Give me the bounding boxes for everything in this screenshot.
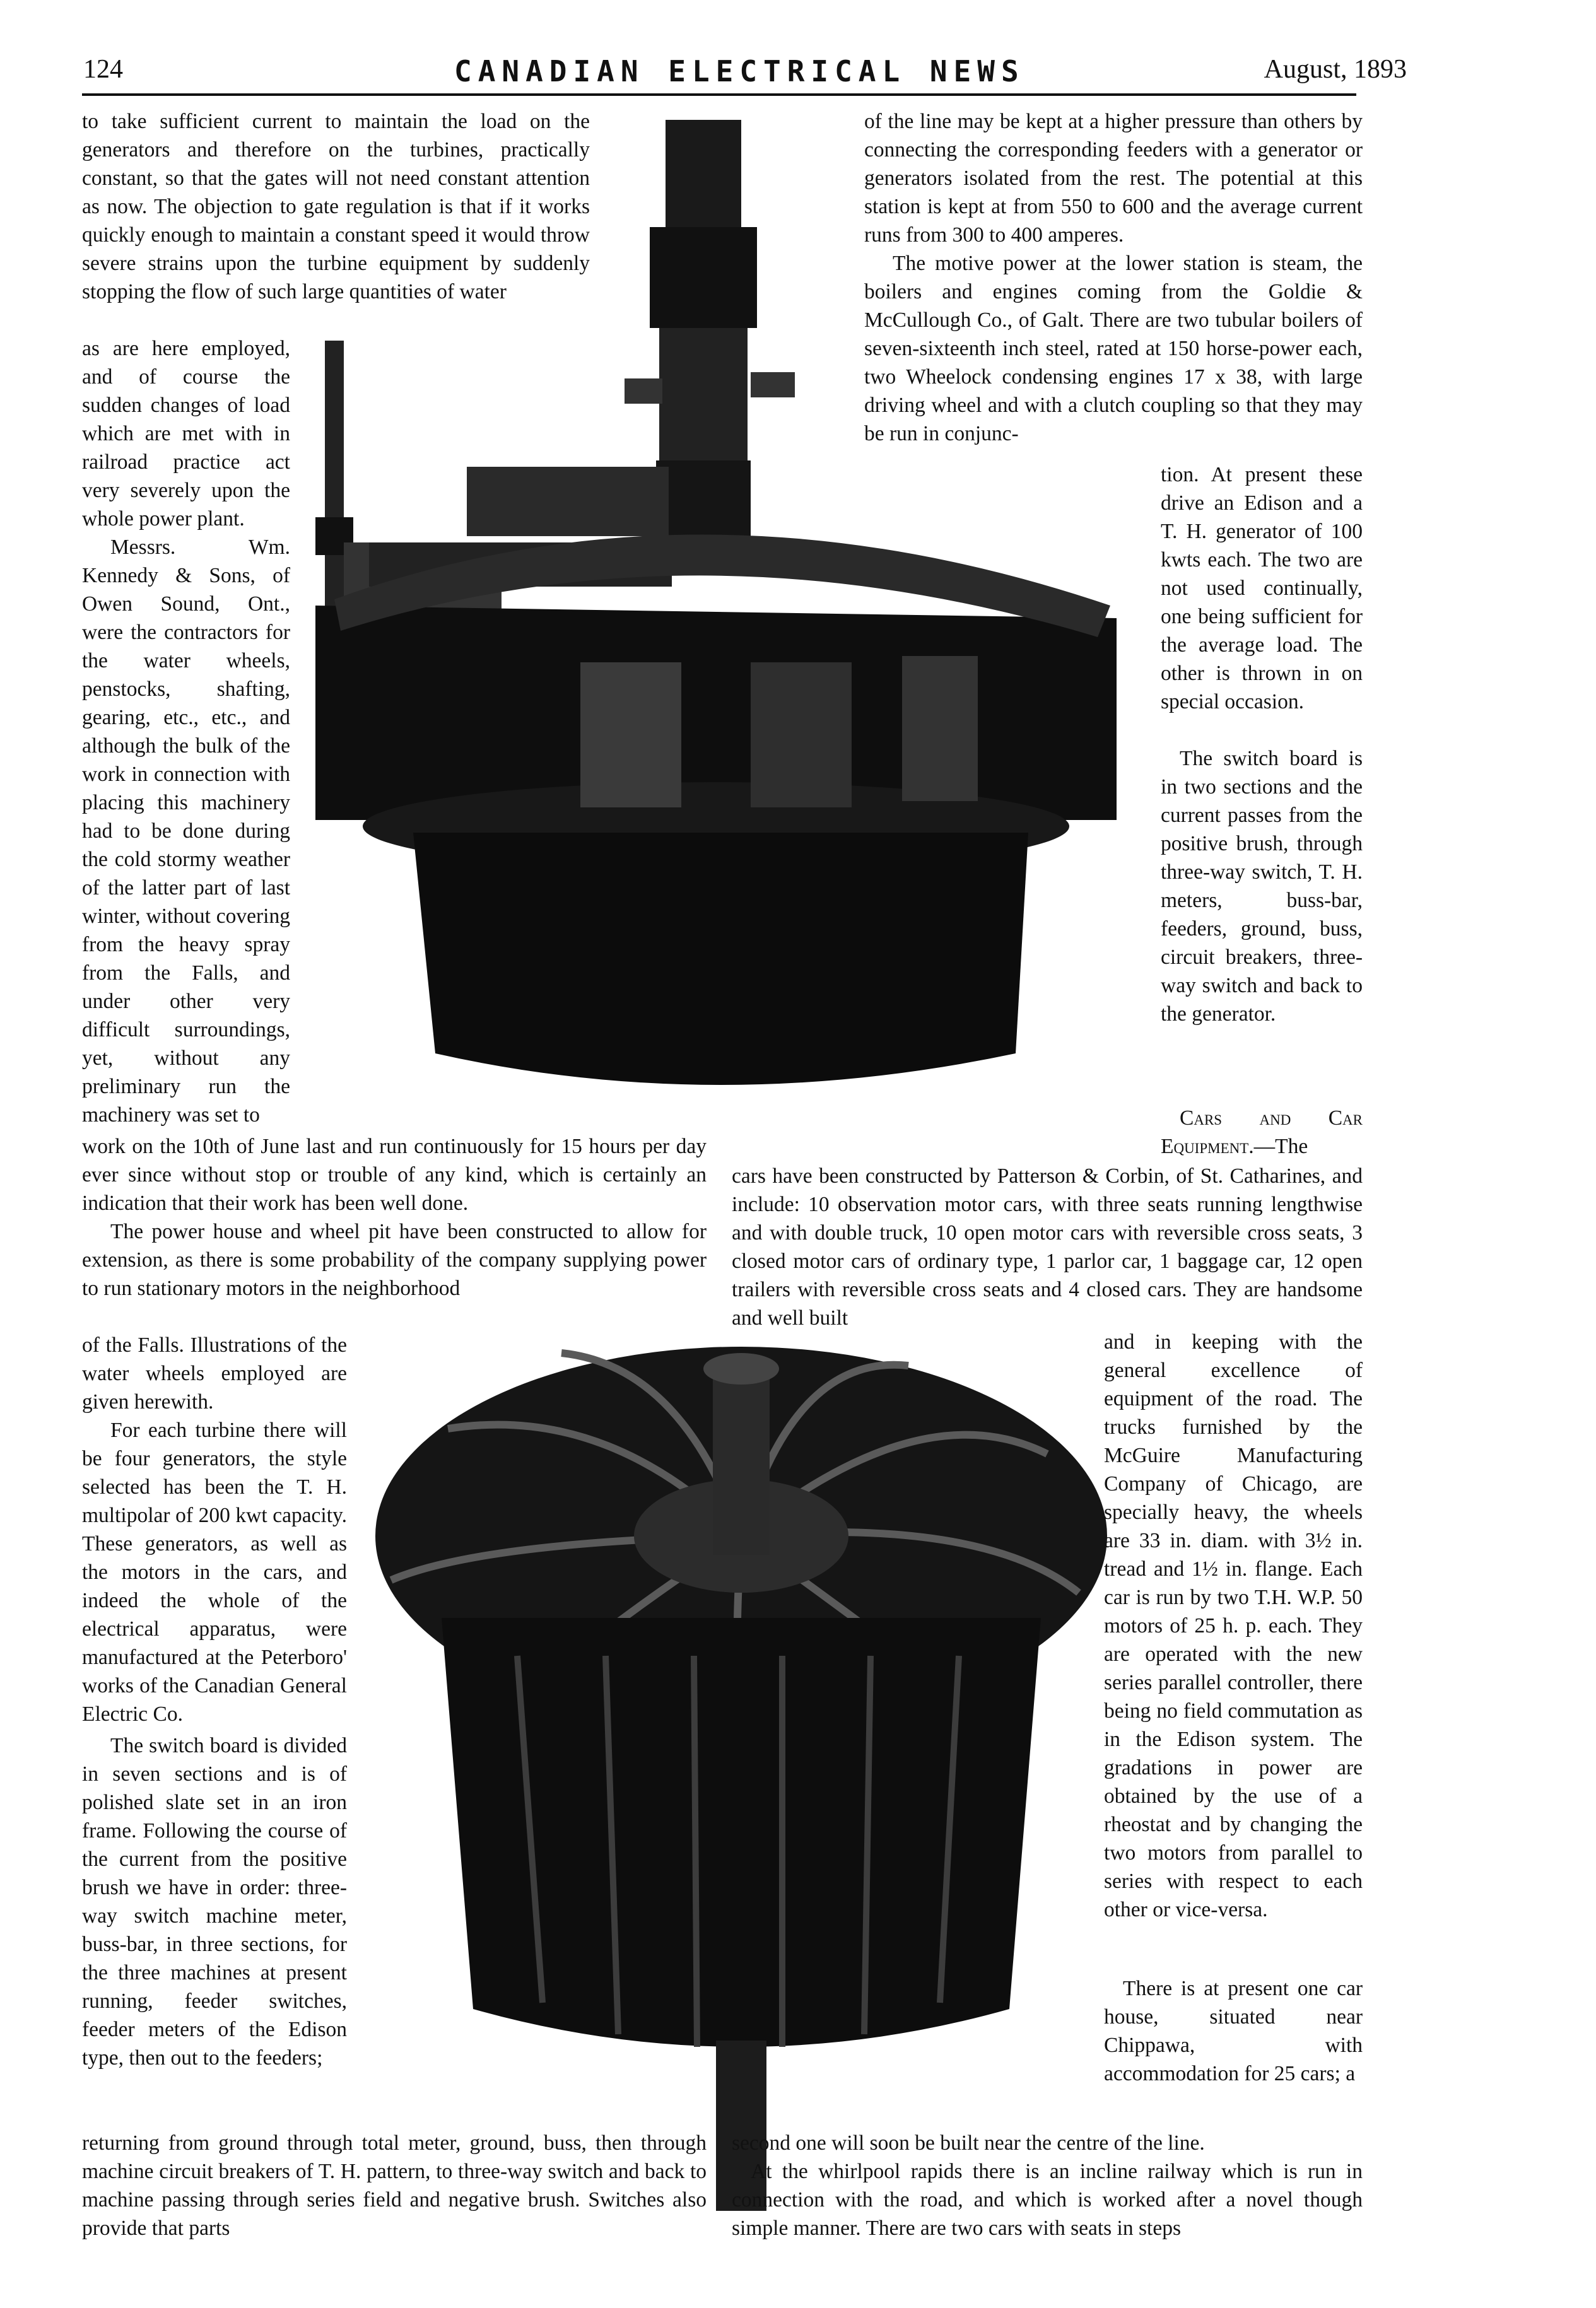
left-top-paragraph: to take sufficient current to maintain the load on the generators and therefore on the turbines, practically constant, so that the gates will not need constant attention as now. The objection to gate regulation is that if it works quickly enough to maintain a constant speed it would throw severe strains upon the turbine equipment by suddenly stopping the flow of such large quantities of water (82, 110, 590, 303)
turbine-runner-illustration-2 (353, 1328, 1129, 2230)
left-mid-paragraph-1: work on the 10th of June last and run continuously for 15 hours per day ever since without stop or trouble of any kind, which is certainly an indication that their work has been well done. (82, 1135, 707, 1215)
header-rule (82, 93, 1356, 96)
issue-date: August, 1893 (1264, 55, 1407, 84)
right-top-paragraph-1: of the line may be kept at a higher pressure than others by connecting the corresponding feeders with a generator or generators isolated from the rest. The potential at this station is kept at from 550 to 600 and the average current runs from 300 to 400 amperes. (864, 110, 1363, 247)
right-narrow-paragraph-4: and in keeping with the general excellence of equipment of the road. The trucks furnished by the McGuire Manufacturing Company of Chicago, are specially heavy, the wheels are 33 in. diam. with 3½ in. tread and 1½ in. flange. Each car is run by two T.H. W.P. 50 motors of 25 h. p. each. They are operated with the new series parallel controller, there being no field commutation as in the Edison system. The gradations in power are obtained by the use of a rheostat and by changing the two motors from parallel to series with respect to each other or vice-versa. (1104, 1330, 1363, 1921)
right-narrow-paragraph-1: tion. At present these drive an Edison and a T. H. generator of 100 kwts each. The two are not used continually, one being sufficient for the average load. The other is thrown in on special occasion. (1161, 463, 1363, 713)
left-narrow-paragraph-5: The switch board is divided in seven sections and is of polished slate set in an iron frame. Following the course of the current from the positive brush we have in order: three-way switch machine meter, buss-bar, in three sections, for the three machines at present running, feeder switches, feeder meters of the Edison type, then out to the feeders; (82, 1734, 347, 2070)
left-narrow-paragraph-3: of the Falls. Illustrations of the water wheels employed are given herewith. (82, 1333, 347, 1414)
cars-heading-tail: —The (1253, 1135, 1308, 1158)
right-narrow-paragraph-2: The switch board is in two sections and the current passes from the positive brush, through three-way switch, T. H. meters, buss-bar, feeders, ground, buss, circuit breakers, three-way switch and back to the generator. (1161, 747, 1363, 1026)
left-mid-paragraph-2: The power house and wheel pit have been constructed to allow for extension, as there is some probability of the company supplying power to run stationary motors in the neighborhood (82, 1220, 707, 1300)
masthead: CANADIAN ELECTRICAL NEWS (454, 54, 1025, 88)
page-number: 124 (83, 55, 123, 84)
right-section-heading-cars (1161, 1104, 1363, 1161)
left-narrow-paragraph-2: Messrs. Wm. Kennedy & Sons, of Owen Sound, Ont., were the contractors for the water wheels, penstocks, shafting, gearing, etc., etc., and although the bulk of the work in connection with placing this machinery had to be done during the cold stormy weather of the latter part of last winter, without covering from the heavy spray from the Falls, and under other very difficult surroundings, yet, without any preliminary run the machinery was set to (82, 536, 290, 1127)
right-bottom-paragraph-2: At the whirlpool rapids there is an incline railway which is run in connection with the road, and which is worked after a novel though simple manner. There are two cars with seats in steps (732, 2160, 1363, 2240)
right-mid-paragraph: cars have been constructed by Patterson & Corbin, of St. Catharines, and include: 10 observation motor cars, with three seats running lengthwise and with double truck, 10 open motor cars with reversible cross seats, 3 closed motor cars of ordinary type, 1 parlor car, 1 baggage car, 12 open trailers with reversible cross seats and 4 closed cars. They are handsome and well built (732, 1164, 1363, 1330)
cars-heading-label: Cars and Car Equipment. (1161, 1106, 1363, 1158)
left-bottom-paragraph: returning from ground through total meter, ground, buss, then through machine circuit breakers of T. H. pattern, to three-way switch and back to machine passing through series field and negative brush. Switches also provide that parts (82, 2131, 707, 2240)
right-narrow-paragraph-5: There is at present one car house, situated near Chippawa, with accommodation for 25 cars; a (1104, 1977, 1363, 2085)
right-top-paragraph-2: The motive power at the lower station is steam, the boilers and engines coming from the Goldie & McCullough Co., of Galt. There are two tubular boilers of seven-sixteenth inch steel, rated at 150 horse-power each, two Wheelock condensing engines 17 x 38, with large driving wheel and with a clutch coupling so that they may be run in conjunc- (864, 252, 1363, 445)
left-narrow-paragraph-4: For each turbine there will be four generators, the style selected has been the T. H. multipolar of 200 kwt capacity. These generators, as well as the motors in the cars, and indeed the whole of the electrical apparatus, were manufactured at the Peterboro' works of the Canadian General Electric Co. (82, 1419, 347, 1726)
right-bottom-paragraph-1: second one will soon be built near the centre of the line. (732, 2131, 1205, 2155)
left-narrow-paragraph-1: as are here employed, and of course the sudden changes of load which are met with in railroad practice act very severely upon the whole power plant. (82, 337, 290, 530)
